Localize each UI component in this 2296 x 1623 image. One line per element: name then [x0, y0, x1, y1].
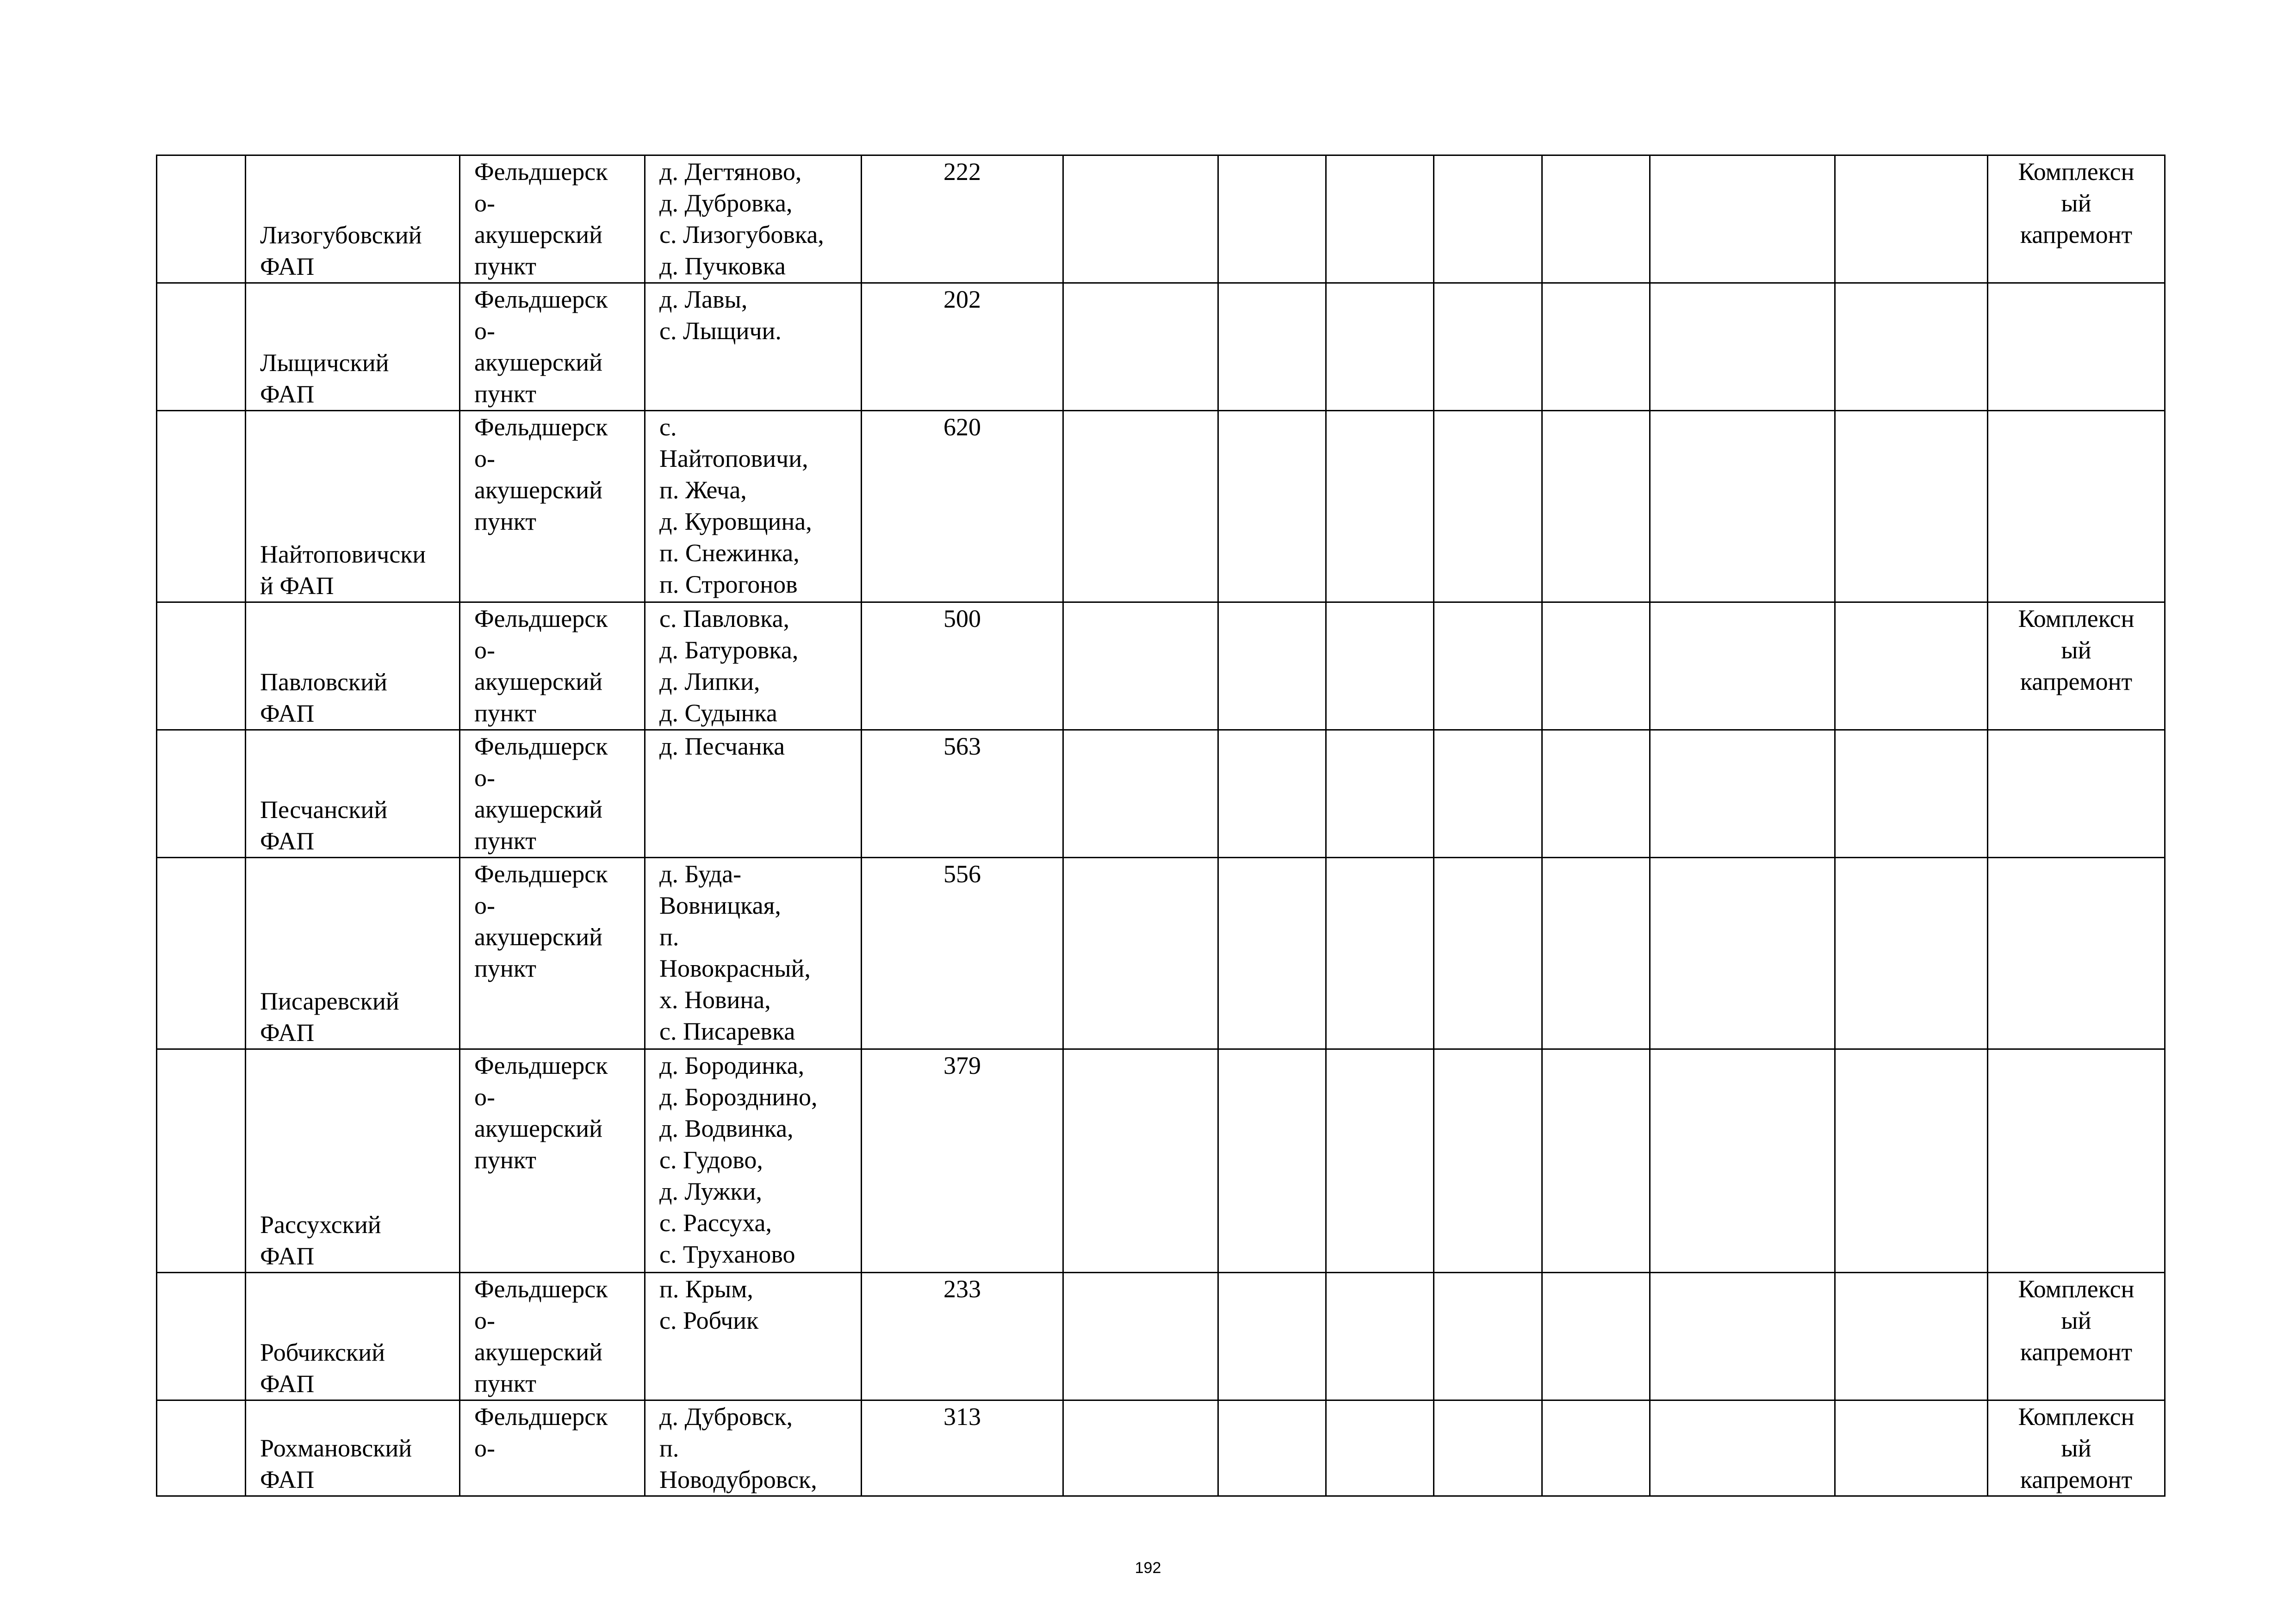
type-line: о-	[474, 764, 495, 792]
name-line: Павловский	[260, 668, 387, 696]
locations-line: п. Снежинка,	[659, 539, 800, 567]
empty-cell	[1434, 858, 1542, 1049]
name-line: ФАП	[260, 827, 315, 855]
locations-line: д. Буда-	[659, 860, 742, 888]
locations-cell	[645, 730, 862, 858]
empty-cell	[1063, 155, 1218, 283]
empty-cell	[1218, 730, 1326, 858]
type-line: пункт	[474, 1146, 536, 1174]
locations-line: д. Липки,	[659, 668, 760, 695]
locations-line: д. Дубровка,	[659, 189, 793, 217]
facility-type-cell	[460, 1400, 645, 1496]
name-line: ФАП	[260, 1466, 315, 1493]
type-line: акушерский	[474, 1115, 602, 1142]
empty-cell	[1542, 730, 1650, 858]
locations-line: х. Новина,	[659, 986, 771, 1014]
empty-cell	[1218, 602, 1326, 730]
row-number-cell	[157, 730, 246, 858]
type-line: пункт	[474, 699, 536, 727]
note-cell	[1988, 283, 2165, 411]
empty-cell	[1835, 1400, 1988, 1496]
name-line: Лизогубовский	[260, 221, 422, 249]
locations-line: с. Рассуха,	[659, 1209, 772, 1237]
facility-type-cell	[460, 730, 645, 858]
note-line: капремонт	[2020, 1338, 2133, 1366]
empty-cell	[1434, 730, 1542, 858]
empty-cell	[1650, 1273, 1835, 1400]
type-line: пункт	[474, 252, 536, 280]
facility-name-cell	[246, 602, 460, 730]
type-line: о-	[474, 1083, 495, 1111]
locations-line: д. Лавы,	[659, 285, 748, 313]
empty-cell	[1835, 730, 1988, 858]
row-number-cell	[157, 1273, 246, 1400]
type-line: о-	[474, 1434, 495, 1462]
population-cell: 313	[862, 1400, 1063, 1496]
type-line: пункт	[474, 1369, 536, 1397]
population-cell: 233	[862, 1273, 1063, 1400]
empty-cell	[1542, 411, 1650, 602]
type-line: Фельдшерск	[474, 1052, 608, 1079]
empty-cell	[1434, 155, 1542, 283]
locations-cell	[645, 1049, 862, 1273]
empty-cell	[1542, 283, 1650, 411]
empty-cell	[1063, 858, 1218, 1049]
type-line: акушерский	[474, 795, 602, 823]
locations-cell	[645, 602, 862, 730]
type-line: акушерский	[474, 923, 602, 951]
name-line: Лыщичский	[260, 349, 389, 377]
empty-cell	[1218, 411, 1326, 602]
locations-line: Найтоповичи,	[659, 445, 808, 472]
facility-name-cell	[246, 1400, 460, 1496]
empty-cell	[1835, 1049, 1988, 1273]
empty-cell	[1063, 1049, 1218, 1273]
facility-type-cell	[460, 1273, 645, 1400]
locations-cell	[645, 1273, 862, 1400]
name-line: Найтоповичски	[260, 540, 426, 568]
row-number-cell	[157, 411, 246, 602]
empty-cell	[1650, 730, 1835, 858]
empty-cell	[1063, 411, 1218, 602]
type-line: пункт	[474, 827, 536, 855]
page-number: 192	[1135, 1559, 1161, 1577]
row-number-cell	[157, 155, 246, 283]
empty-cell	[1434, 1049, 1542, 1273]
table-row	[157, 730, 2165, 858]
type-line: Фельдшерск	[474, 1403, 608, 1431]
type-line: акушерский	[474, 1338, 602, 1366]
type-line: Фельдшерск	[474, 732, 608, 760]
empty-cell	[1835, 1273, 1988, 1400]
row-number-cell	[157, 1049, 246, 1273]
type-line: о-	[474, 636, 495, 664]
empty-cell	[1835, 411, 1988, 602]
facility-name-cell	[246, 858, 460, 1049]
facility-type-cell	[460, 155, 645, 283]
empty-cell	[1326, 602, 1434, 730]
empty-cell	[1218, 1049, 1326, 1273]
locations-line: Вовницкая,	[659, 892, 781, 919]
note-cell	[1988, 602, 2165, 730]
locations-line: д. Лужки,	[659, 1177, 762, 1205]
empty-cell	[1218, 1400, 1326, 1496]
empty-cell	[1063, 602, 1218, 730]
empty-cell	[1434, 602, 1542, 730]
locations-line: Новодубровск,	[659, 1466, 817, 1493]
empty-cell	[1650, 602, 1835, 730]
locations-line: д. Пучковка	[659, 252, 786, 280]
type-line: акушерский	[474, 348, 602, 376]
facility-name-cell	[246, 155, 460, 283]
type-line: о-	[474, 1307, 495, 1334]
locations-line: д. Борозднино,	[659, 1083, 818, 1111]
empty-cell	[1063, 1273, 1218, 1400]
empty-cell	[1218, 858, 1326, 1049]
locations-line: д. Дегтяново,	[659, 158, 802, 186]
empty-cell	[1326, 1273, 1434, 1400]
locations-line: п. Крым,	[659, 1275, 753, 1303]
locations-line: с. Лыщичи.	[659, 317, 782, 345]
locations-line: д. Дубровск,	[659, 1403, 793, 1431]
row-number-cell	[157, 602, 246, 730]
note-line: ый	[2061, 636, 2091, 664]
empty-cell	[1650, 1400, 1835, 1496]
empty-cell	[1218, 283, 1326, 411]
facility-type-cell	[460, 858, 645, 1049]
note-line: капремонт	[2020, 668, 2133, 695]
empty-cell	[1434, 283, 1542, 411]
name-line: Рохмановский	[260, 1434, 412, 1462]
note-line: Комплексн	[2018, 605, 2135, 632]
facility-table	[156, 155, 2166, 1497]
empty-cell	[1650, 155, 1835, 283]
facility-type-cell	[460, 1049, 645, 1273]
table-row	[157, 858, 2165, 1049]
empty-cell	[1650, 858, 1835, 1049]
locations-line: с. Павловка,	[659, 605, 790, 632]
note-line: Комплексн	[2018, 158, 2135, 186]
name-line: й ФАП	[260, 572, 334, 600]
facility-name-cell	[246, 411, 460, 602]
empty-cell	[1326, 283, 1434, 411]
name-line: ФАП	[260, 1370, 315, 1398]
empty-cell	[1326, 1049, 1434, 1273]
name-line: ФАП	[260, 253, 315, 280]
empty-cell	[1542, 602, 1650, 730]
locations-line: с. Труханово	[659, 1240, 795, 1268]
type-line: акушерский	[474, 476, 602, 504]
locations-line: д. Песчанка	[659, 732, 785, 760]
empty-cell	[1542, 1049, 1650, 1273]
locations-cell	[645, 1400, 862, 1496]
locations-cell	[645, 155, 862, 283]
note-cell	[1988, 1049, 2165, 1273]
locations-line: д. Водвинка,	[659, 1115, 794, 1142]
empty-cell	[1326, 730, 1434, 858]
note-line: ый	[2061, 189, 2091, 217]
note-line: Комплексн	[2018, 1275, 2135, 1303]
locations-line: с. Робчик	[659, 1307, 759, 1334]
table-row	[157, 1400, 2165, 1496]
population-cell: 620	[862, 411, 1063, 602]
facility-name-cell	[246, 283, 460, 411]
note-line: капремонт	[2020, 221, 2133, 248]
population-cell: 563	[862, 730, 1063, 858]
empty-cell	[1434, 411, 1542, 602]
type-line: акушерский	[474, 221, 602, 248]
type-line: Фельдшерск	[474, 605, 608, 632]
note-cell	[1988, 411, 2165, 602]
type-line: Фельдшерск	[474, 285, 608, 313]
empty-cell	[1835, 858, 1988, 1049]
empty-cell	[1434, 1273, 1542, 1400]
empty-cell	[1218, 155, 1326, 283]
facility-name-cell	[246, 1273, 460, 1400]
locations-line: с. Гудово,	[659, 1146, 763, 1174]
population-cell: 556	[862, 858, 1063, 1049]
type-line: о-	[474, 445, 495, 472]
empty-cell	[1326, 411, 1434, 602]
name-line: ФАП	[260, 1019, 315, 1047]
locations-line: п. Жеча,	[659, 476, 747, 504]
row-number-cell	[157, 283, 246, 411]
name-line: ФАП	[260, 1242, 315, 1270]
table-row	[157, 283, 2165, 411]
facility-type-cell	[460, 602, 645, 730]
name-line: Робчикский	[260, 1338, 385, 1366]
name-line: ФАП	[260, 380, 315, 408]
name-line: Песчанский	[260, 796, 388, 824]
type-line: Фельдшерск	[474, 1275, 608, 1303]
note-line: Комплексн	[2018, 1403, 2135, 1431]
empty-cell	[1835, 155, 1988, 283]
empty-cell	[1326, 1400, 1434, 1496]
note-line: капремонт	[2020, 1466, 2133, 1493]
empty-cell	[1542, 155, 1650, 283]
type-line: пункт	[474, 508, 536, 535]
locations-line: д. Батуровка,	[659, 636, 799, 664]
empty-cell	[1835, 283, 1988, 411]
empty-cell	[1650, 411, 1835, 602]
empty-cell	[1650, 1049, 1835, 1273]
note-cell	[1988, 1273, 2165, 1400]
type-line: пункт	[474, 954, 536, 982]
empty-cell	[1542, 1273, 1650, 1400]
empty-cell	[1835, 602, 1988, 730]
table-row	[157, 411, 2165, 602]
locations-line: п.	[659, 1434, 679, 1462]
empty-cell	[1326, 155, 1434, 283]
type-line: о-	[474, 892, 495, 919]
locations-line: п. Строгонов	[659, 570, 798, 598]
locations-line: с. Лизогубовка,	[659, 221, 824, 248]
type-line: пункт	[474, 380, 536, 408]
empty-cell	[1434, 1400, 1542, 1496]
type-line: о-	[474, 189, 495, 217]
name-line: Писаревский	[260, 987, 399, 1015]
population-cell: 222	[862, 155, 1063, 283]
empty-cell	[1218, 1273, 1326, 1400]
table-row	[157, 1049, 2165, 1273]
note-line: ый	[2061, 1307, 2091, 1334]
empty-cell	[1542, 858, 1650, 1049]
table-row	[157, 1273, 2165, 1400]
type-line: акушерский	[474, 668, 602, 695]
empty-cell	[1326, 858, 1434, 1049]
facility-type-cell	[460, 411, 645, 602]
name-line: ФАП	[260, 700, 315, 727]
empty-cell	[1063, 730, 1218, 858]
locations-line: с. Писаревка	[659, 1017, 795, 1045]
locations-line: д. Судынка	[659, 699, 777, 727]
population-cell: 379	[862, 1049, 1063, 1273]
facility-name-cell	[246, 1049, 460, 1273]
population-cell: 500	[862, 602, 1063, 730]
locations-cell	[645, 283, 862, 411]
empty-cell	[1542, 1400, 1650, 1496]
facility-name-cell	[246, 730, 460, 858]
row-number-cell	[157, 1400, 246, 1496]
note-cell	[1988, 858, 2165, 1049]
row-number-cell	[157, 858, 246, 1049]
type-line: о-	[474, 317, 495, 345]
empty-cell	[1063, 1400, 1218, 1496]
locations-cell	[645, 411, 862, 602]
note-cell	[1988, 730, 2165, 858]
locations-cell	[645, 858, 862, 1049]
population-cell: 202	[862, 283, 1063, 411]
locations-line: Новокрасный,	[659, 954, 811, 982]
type-line: Фельдшерск	[474, 413, 608, 441]
type-line: Фельдшерск	[474, 158, 608, 186]
locations-line: с.	[659, 413, 677, 441]
name-line: Рассухский	[260, 1211, 381, 1239]
note-cell	[1988, 1400, 2165, 1496]
note-cell	[1988, 155, 2165, 283]
locations-line: д. Куровщина,	[659, 508, 812, 535]
note-line: ый	[2061, 1434, 2091, 1462]
empty-cell	[1063, 283, 1218, 411]
empty-cell	[1650, 283, 1835, 411]
table-body	[157, 155, 2165, 1496]
table-row	[157, 602, 2165, 730]
locations-line: п.	[659, 923, 679, 951]
locations-line: д. Бородинка,	[659, 1052, 805, 1079]
type-line: Фельдшерск	[474, 860, 608, 888]
table-row	[157, 155, 2165, 283]
facility-type-cell	[460, 283, 645, 411]
